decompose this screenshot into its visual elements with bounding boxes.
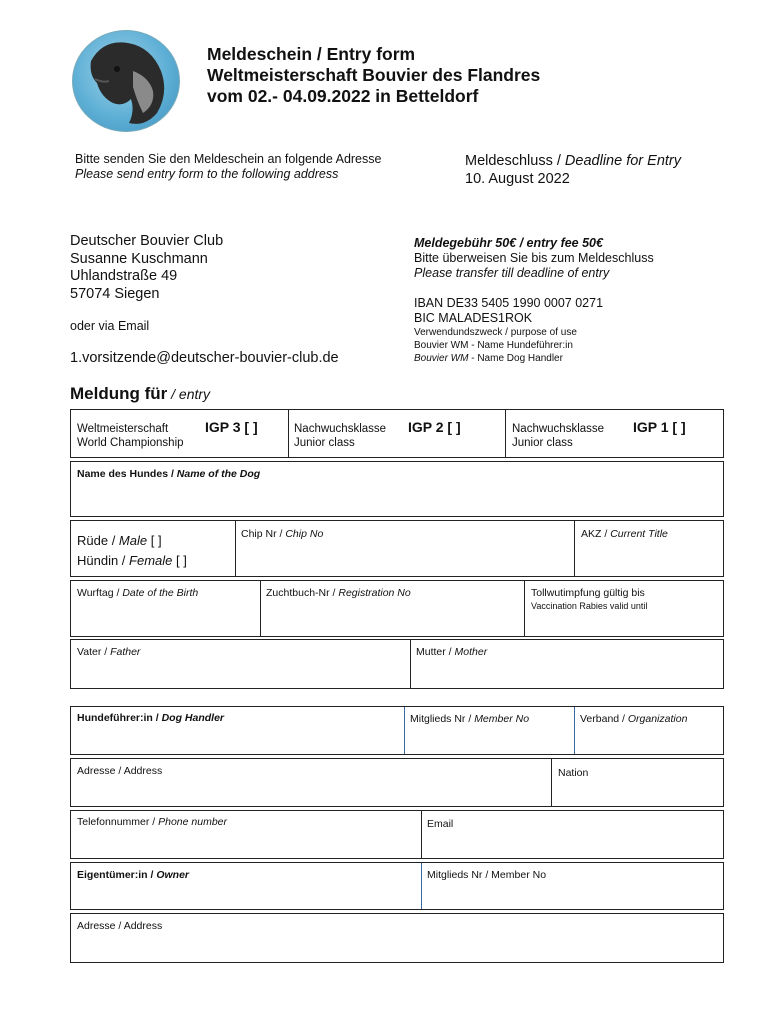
dog-name-field[interactable] (70, 461, 724, 517)
owner-label-de: Eigentümer:in / (77, 869, 157, 881)
father-field[interactable] (77, 646, 140, 659)
fee-line-en: Please transfer till deadline of entry (414, 266, 610, 280)
entry-heading-de: Meldung für (70, 384, 168, 403)
father-label-de: Vater / (77, 646, 111, 658)
chip-label-de: Chip Nr / (241, 528, 286, 540)
handler-address-field[interactable]: Adresse / Address (77, 765, 163, 777)
sex-chip-row (70, 520, 724, 577)
mother-field[interactable] (416, 646, 487, 659)
owner-name-field[interactable] (77, 869, 189, 882)
purpose-label: Verwendundszweck / purpose of use (414, 327, 577, 338)
owner-label-en: Owner (156, 869, 190, 881)
email-field[interactable]: Email (427, 818, 454, 830)
class-world-championship[interactable] (77, 422, 184, 450)
rabies-label-de: Tollwutimpfung gültig bis (531, 587, 645, 599)
class-selection-box (70, 409, 724, 458)
club-logo (72, 30, 180, 132)
deadline-block (465, 153, 681, 188)
male-label-de: Rüde / (77, 533, 119, 548)
birth-reg-row (70, 580, 724, 637)
handler-label-de: Hundeführer:in / (77, 712, 162, 724)
dog-name-label-de: Name des Hundes / (77, 468, 177, 480)
parents-row (70, 639, 724, 689)
chip-field[interactable] (241, 528, 323, 541)
sex-selection[interactable] (77, 531, 187, 571)
female-label-en: Female (129, 553, 173, 568)
igp2-checkbox[interactable]: IGP 2 [ ] (408, 419, 461, 435)
club-address (70, 233, 223, 303)
igp3-checkbox[interactable]: IGP 3 [ ] (205, 419, 258, 435)
purpose-en-a: Bouvier WM (414, 353, 469, 364)
bic: BIC MALADES1ROK (414, 310, 533, 325)
phone-email-row (70, 810, 724, 859)
handler-label-en: Dog Handler (161, 712, 225, 724)
class-1-en: World Championship (77, 437, 184, 449)
deadline-label-en: Deadline for Entry (560, 153, 681, 169)
title-line-3: vom 02.- 04.09.2022 in Betteldorf (207, 86, 479, 106)
purpose-en-b: - Name Dog Handler (468, 353, 563, 364)
or-email-label: oder via Email (70, 319, 150, 333)
class-2-de: Nachwuchsklasse (294, 423, 387, 435)
phone-label-en: Phone number (158, 816, 228, 828)
class-junior-igp1[interactable] (512, 422, 604, 450)
birth-label-en: Date of the Birth (122, 587, 199, 599)
owner-address-field[interactable]: Adresse / Address (77, 920, 163, 932)
dog-head-icon (73, 31, 179, 131)
father-label-en: Father (110, 646, 141, 658)
bank-block (414, 296, 603, 325)
handler-row (70, 706, 724, 755)
mother-label-de: Mutter / (416, 646, 455, 658)
class-3-en: Junior class (512, 437, 573, 449)
female-label-de: Hündin / (77, 553, 130, 568)
akz-label-de: AKZ / (581, 528, 611, 540)
fee-line-de: Bitte überweisen Sie bis zum Meldeschluss (414, 251, 654, 265)
fee-title: Meldegebühr 50€ / entry fee 50€ (414, 236, 603, 250)
class-1-de: Weltmeisterschaft (77, 423, 169, 435)
send-line-en: Please send entry form to the following address (75, 167, 339, 181)
akz-field[interactable] (581, 528, 668, 541)
fee-block (414, 236, 654, 281)
iban: IBAN DE33 5405 1990 0007 0271 (414, 296, 604, 310)
owner-member-field[interactable]: Mitglieds Nr / Member No (427, 869, 547, 881)
purpose-block (414, 326, 577, 365)
address-line-3: Uhlandstraße 49 (70, 268, 178, 284)
deadline-label-de: Meldeschluss / (465, 153, 561, 169)
owner-address-row (70, 913, 724, 963)
handler-member-field[interactable] (410, 713, 529, 726)
entry-heading-en: / entry (167, 386, 211, 402)
member-label-en: Member No (474, 713, 530, 725)
organization-field[interactable] (580, 713, 687, 726)
handler-name-field[interactable] (77, 712, 224, 725)
owner-row (70, 862, 724, 910)
male-checkbox[interactable]: [ ] (147, 533, 162, 548)
send-instructions (75, 152, 381, 182)
send-line-de: Bitte senden Sie den Meldeschein an folgende Adresse (75, 152, 382, 166)
birth-label-de: Wurftag / (77, 587, 123, 599)
class-2-en: Junior class (294, 437, 355, 449)
phone-field[interactable] (77, 816, 227, 829)
title-line-1: Meldeschein / Entry form (207, 44, 416, 64)
igp1-checkbox[interactable]: IGP 1 [ ] (633, 419, 686, 435)
akz-label-en: Current Title (610, 528, 668, 540)
reg-label-de: Zuchtbuch-Nr / (266, 587, 339, 599)
deadline-date: 10. August 2022 (465, 170, 570, 187)
dog-name-label (77, 468, 260, 481)
male-option[interactable] (77, 531, 187, 551)
female-option[interactable] (77, 551, 187, 571)
male-label-en: Male (118, 533, 148, 548)
rabies-field[interactable] (531, 587, 647, 612)
reg-label-en: Registration No (338, 587, 411, 599)
class-3-de: Nachwuchsklasse (512, 423, 605, 435)
address-line-1: Deutscher Bouvier Club (70, 233, 224, 249)
handler-address-row (70, 758, 724, 807)
phone-label-de: Telefonnummer / (77, 816, 159, 828)
form-title (207, 44, 540, 107)
dog-name-label-en: Name of the Dog (176, 468, 261, 480)
entry-heading (70, 384, 210, 404)
female-checkbox[interactable]: [ ] (172, 553, 187, 568)
mother-label-en: Mother (454, 646, 488, 658)
rabies-label-en: Vaccination Rabies valid until (531, 601, 648, 611)
birth-date-field[interactable] (77, 587, 198, 600)
purpose-de: Bouvier WM - Name Hundeführer:in (414, 340, 573, 351)
address-line-4: 57074 Siegen (70, 285, 160, 302)
chip-label-en: Chip No (285, 528, 324, 540)
org-label-de: Verband / (580, 713, 628, 725)
registration-field[interactable] (266, 587, 411, 600)
title-line-2: Weltmeisterschaft Bouvier des Flandres (207, 65, 541, 85)
class-junior-igp2[interactable] (294, 422, 386, 450)
address-line-2: Susanne Kuschmann (70, 250, 208, 267)
contact-email-link[interactable]: 1.vorsitzende@deutscher-bouvier-club.de (70, 350, 339, 366)
nation-field[interactable]: Nation (558, 767, 589, 779)
org-label-en: Organization (627, 713, 688, 725)
member-label-de: Mitglieds Nr / (410, 713, 475, 725)
